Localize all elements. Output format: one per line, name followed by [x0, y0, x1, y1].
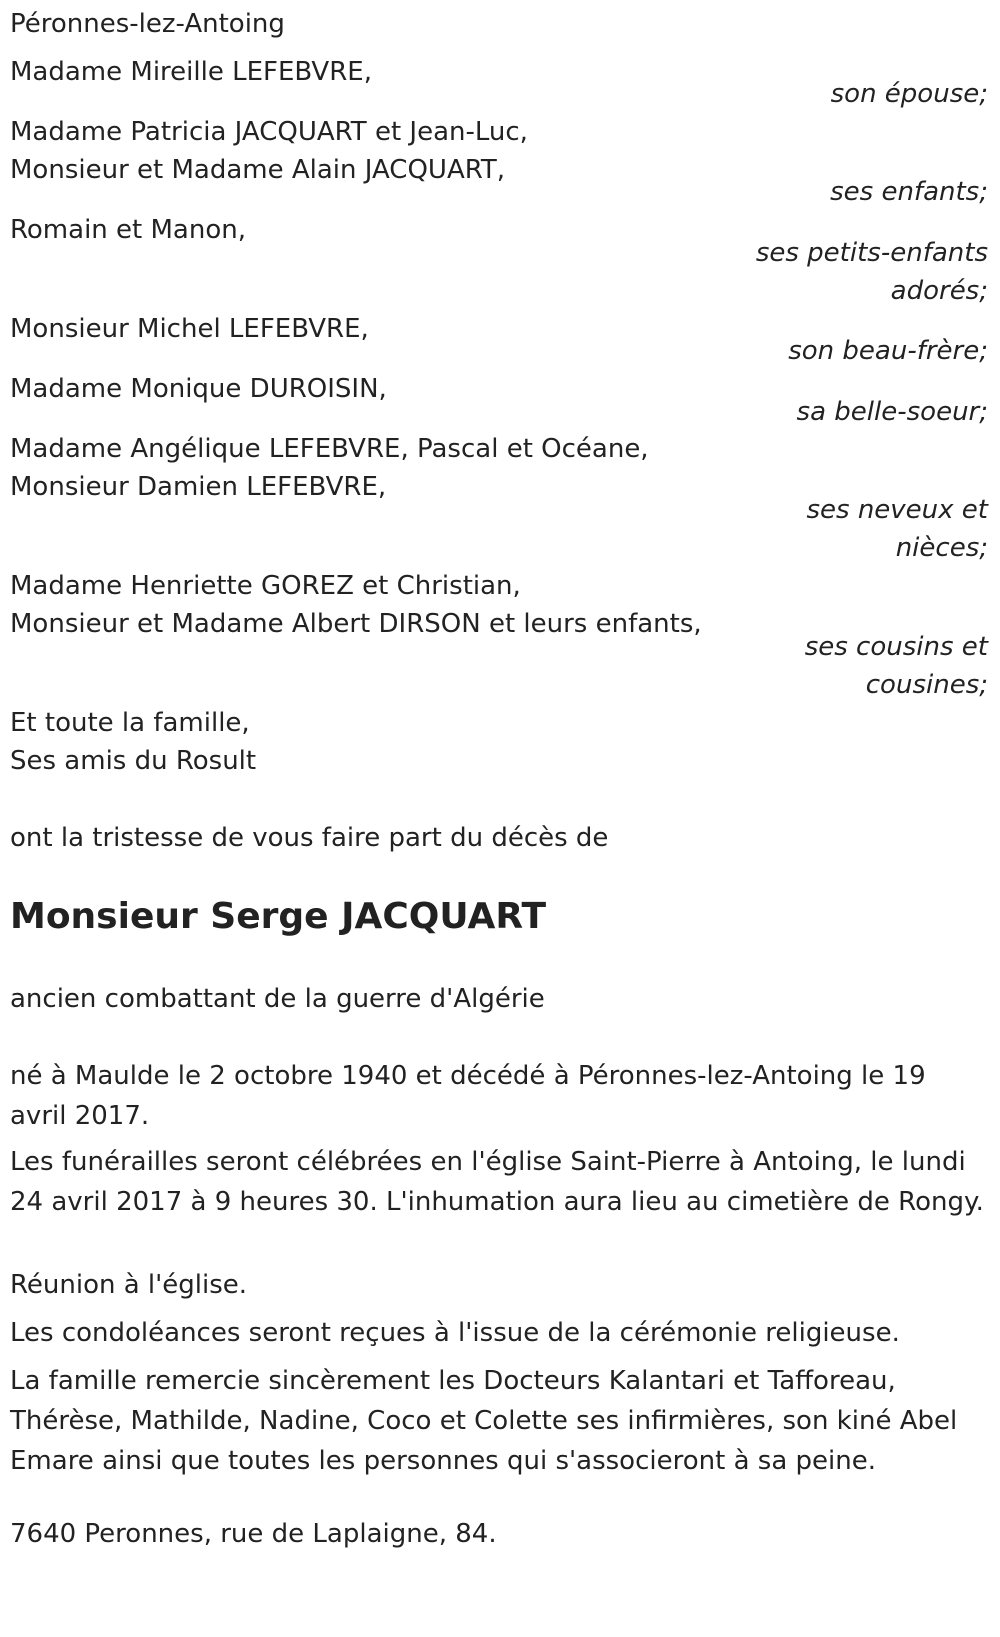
announcement: ont la tristesse de vous faire part du décès de: [10, 823, 609, 853]
location: Péronnes-lez-Antoing: [10, 9, 285, 39]
family-name-line: Madame Mireille LEFEBVRE,: [10, 57, 372, 87]
family-others-line: Et toute la famille,: [10, 708, 250, 738]
family-name-line: Madame Henriette GOREZ et Christian,: [10, 571, 521, 601]
address: 7640 Peronnes, rue de Laplaigne, 84.: [10, 1519, 497, 1549]
family-relation: ses enfants;: [830, 177, 988, 207]
meeting-paragraph: Réunion à l'église.: [10, 1270, 248, 1300]
condolences-paragraph: Les condoléances seront reçues à l'issue de la cérémonie religieuse.: [10, 1318, 900, 1348]
family-name-line: Monsieur Michel LEFEBVRE,: [10, 314, 369, 344]
family-name-line: Monsieur Damien LEFEBVRE,: [10, 472, 387, 502]
family-others-line: Ses amis du Rosult: [10, 746, 257, 776]
family-relation: ses neveux et: [806, 495, 988, 525]
deceased-name: Monsieur Serge JACQUART: [10, 896, 547, 937]
family-relation: nièces;: [895, 533, 988, 563]
family-relation: adorés;: [890, 276, 988, 306]
family-relation: son beau-frère;: [788, 336, 988, 366]
deceased-description: ancien combattant de la guerre d'Algérie: [10, 984, 545, 1014]
family-relation: ses petits-enfants: [755, 238, 988, 268]
thanks-paragraph: La famille remercie sincèrement les Docteurs Kalantari et Tafforeau, Thérèse, Mathilde, Nadine, Coco et Colette ses infirmières, son kiné Abel Emare ainsi que toutes les personnes qui s'associeront à sa peine.: [10, 1366, 958, 1476]
family-relation: cousines;: [865, 670, 988, 700]
family-name-line: Madame Patricia JACQUART et Jean-Luc,: [10, 117, 528, 147]
family-name-line: Madame Angélique LEFEBVRE, Pascal et Océane,: [10, 434, 649, 464]
family-name-line: Monsieur et Madame Alain JACQUART,: [10, 155, 506, 185]
family-name-line: Romain et Manon,: [10, 215, 246, 245]
family-relation: ses cousins et: [804, 632, 988, 662]
family-relation: son épouse;: [830, 79, 988, 109]
funeral-paragraph: Les funérailles seront célébrées en l'église Saint-Pierre à Antoing, le lundi 24 avril 2017 à 9 heures 30. L'inhumation aura lieu au cimetière de Rongy.: [10, 1147, 984, 1217]
family-relation: sa belle-soeur;: [796, 397, 988, 427]
family-name-line: Madame Monique DUROISIN,: [10, 374, 387, 404]
family-name-line: Monsieur et Madame Albert DIRSON et leurs enfants,: [10, 609, 702, 639]
birth-death-paragraph: né à Maulde le 2 octobre 1940 et décédé à Péronnes-lez-Antoing le 19 avril 2017.: [10, 1061, 926, 1131]
